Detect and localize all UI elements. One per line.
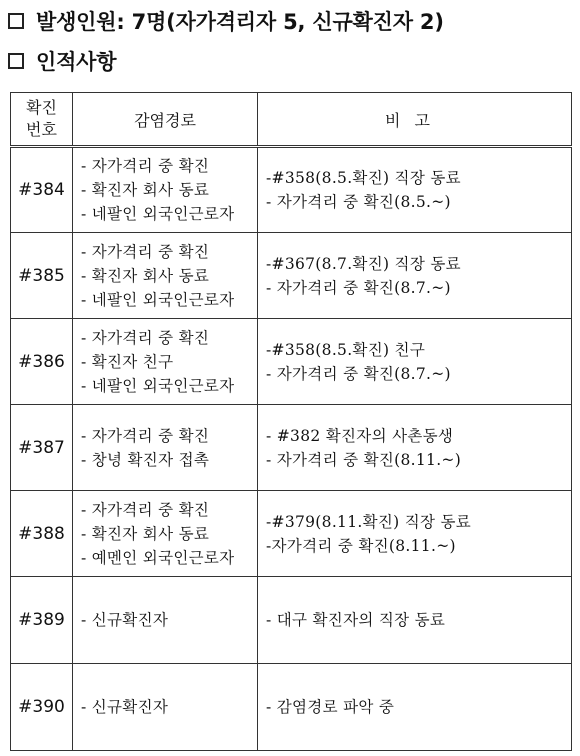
- occurrence-heading-text: 발생인원: 7명(자가격리자 5, 신규확진자 2): [36, 10, 444, 34]
- infection-route-line: - 확진자 회사 동료: [81, 181, 210, 199]
- infection-route-line: - 네팔인 외국인근로자: [81, 205, 235, 223]
- infection-route-cell: [73, 233, 258, 319]
- remark-line: - #382 확진자의 사촌동생: [266, 426, 454, 445]
- table-header-row: [11, 93, 572, 147]
- epidemiology-heading-text: 인적사항: [36, 50, 117, 74]
- checkbox-square-icon: [8, 53, 24, 69]
- infection-route-line: - 신규확진자: [81, 698, 169, 716]
- case-number: #387: [11, 405, 73, 491]
- infection-route-cell: [73, 491, 258, 577]
- infection-route-line: - 신규확진자: [81, 611, 169, 629]
- infection-route-line: - 자가격리 중 확진: [81, 328, 210, 347]
- infection-route-line: - 자가격리 중 확진: [81, 242, 210, 261]
- infection-route-line: - 확진자 회사 동료: [81, 524, 210, 543]
- remark-line: -#358(8.5.확진) 직장 동료: [266, 169, 461, 187]
- remark-cell: [258, 491, 572, 577]
- header-case-number-line1: 확진: [26, 98, 57, 117]
- remark-line: -#379(8.11.확진) 직장 동료: [266, 512, 472, 531]
- occurrence-heading: [8, 6, 444, 36]
- remark-cell: [258, 233, 572, 319]
- epidemiology-heading: [8, 46, 116, 76]
- remark-line: - 자가격리 중 확진(8.11.~): [266, 450, 462, 469]
- header-case-number: [11, 93, 73, 147]
- case-number: #389: [11, 577, 73, 664]
- header-remark: 비고: [258, 93, 572, 147]
- remark-cell: [258, 147, 572, 233]
- table-row: [11, 577, 572, 664]
- remark-line: - 자가격리 중 확진(8.7.~): [266, 278, 451, 297]
- infection-route-cell: [73, 577, 258, 664]
- infection-route-line: - 자가격리 중 확진: [81, 500, 210, 519]
- table-row: [11, 405, 572, 491]
- table-row: [11, 319, 572, 405]
- case-number: #390: [11, 664, 73, 751]
- remark-cell: [258, 405, 572, 491]
- table-row: [11, 664, 572, 751]
- remark-line: - 감염경로 파악 중: [266, 698, 395, 716]
- infection-route-line: - 예멘인 외국인근로자: [81, 548, 235, 567]
- case-table-body: [11, 147, 572, 751]
- infection-route-line: - 확진자 회사 동료: [81, 266, 210, 285]
- header-case-number-line2: 번호: [26, 120, 57, 139]
- infection-route-line: - 자가격리 중 확진: [81, 426, 210, 445]
- infection-route-line: - 네팔인 외국인근로자: [81, 376, 235, 395]
- table-row: [11, 233, 572, 319]
- infection-route-cell: [73, 664, 258, 751]
- remark-line: - 자가격리 중 확진(8.7.~): [266, 364, 451, 383]
- case-number: #385: [11, 233, 73, 319]
- case-table: [10, 92, 572, 751]
- remark-cell: [258, 577, 572, 664]
- checkbox-square-icon: [8, 13, 24, 29]
- remark-line: -#367(8.7.확진) 직장 동료: [266, 254, 461, 273]
- remark-line: - 대구 확진자의 직장 동료: [266, 611, 446, 629]
- infection-route-cell: [73, 319, 258, 405]
- header-infection-route: 감염경로: [73, 93, 258, 147]
- case-number: #386: [11, 319, 73, 405]
- infection-route-line: - 네팔인 외국인근로자: [81, 290, 235, 309]
- remark-cell: [258, 664, 572, 751]
- infection-route-cell: [73, 147, 258, 233]
- case-number: #384: [11, 147, 73, 233]
- remark-line: - 자가격리 중 확진(8.5.~): [266, 193, 451, 211]
- table-row: [11, 491, 572, 577]
- infection-route-line: - 자가격리 중 확진: [81, 157, 210, 175]
- remark-line: -자가격리 중 확진(8.11.~): [266, 536, 456, 555]
- infection-route-cell: [73, 405, 258, 491]
- remark-line: -#358(8.5.확진) 친구: [266, 340, 426, 359]
- infection-route-line: - 창녕 확진자 접촉: [81, 450, 210, 469]
- table-row: [11, 147, 572, 233]
- case-number: #388: [11, 491, 73, 577]
- infection-route-line: - 확진자 친구: [81, 352, 174, 371]
- remark-cell: [258, 319, 572, 405]
